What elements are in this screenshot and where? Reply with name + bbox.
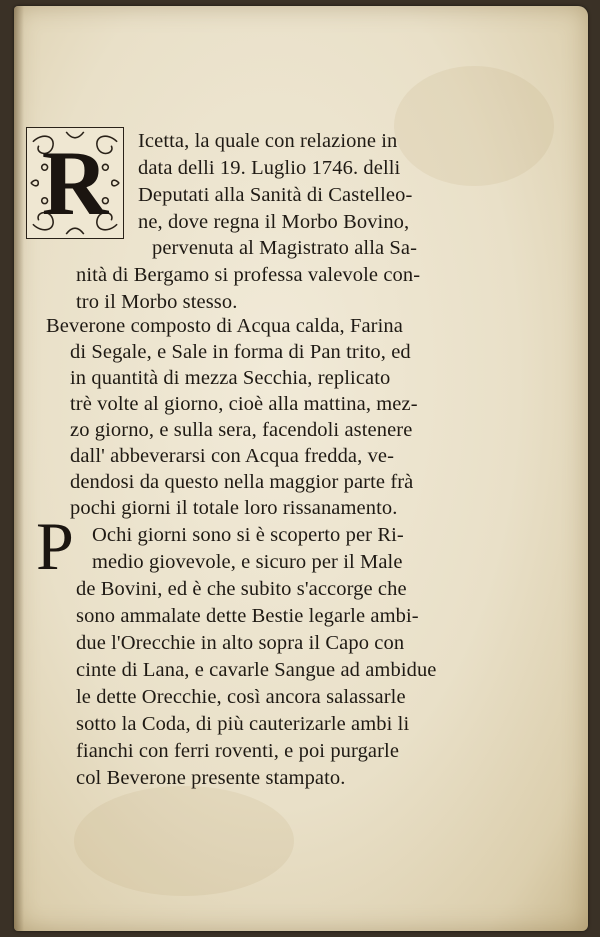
text-line: zo giorno, e sulla sera, facendoli astenere [70,419,413,441]
text-line: Beverone composto di Acqua calda, Farina [46,315,403,337]
text-line: pervenuta al Magistrato alla Sa- [152,237,418,259]
initial-letter-r: R [41,132,109,234]
text-line: data delli 19. Luglio 1746. delli [138,157,401,179]
text-line: sono ammalate dette Bestie legarle ambi- [76,605,419,627]
text-line: trè volte al giorno, cioè alla mattina, mez- [70,393,418,415]
text-line: nità di Bergamo si professa valevole con- [76,264,421,286]
text-line: fianchi con ferri roventi, e poi purgarle [76,740,400,762]
text-line: col Beverone presente stampato. [76,767,346,789]
paper-stain [74,786,294,896]
text-line: pochi giorni il totale loro rissanamento. [70,497,398,519]
text-line: cinte di Lana, e cavarle Sangue ad ambidue [76,659,437,681]
text-line: in quantità di mezza Secchia, replicato [70,367,391,389]
decorated-initial-r [26,127,124,239]
text-line: Deputati alla Sanità di Castelleo- [138,184,413,206]
text-line: tro il Morbo stesso. [76,291,238,313]
text-line: dall' abbeverarsi con Acqua fredda, ve- [70,445,395,467]
text-line: di Segale, e Sale in forma di Pan trito, ed [70,341,411,363]
text-line: le dette Orecchie, così ancora salassarle [76,686,406,708]
text-line: sotto la Coda, di più cauterizarle ambi li [76,713,410,735]
initial-letter-p: P [36,508,74,584]
text-line: de Bovini, ed è che subito s'accorge che [76,578,407,600]
text-line: medio giovevole, e sicuro per il Male [92,551,403,573]
text-line: Icetta, la quale con relazione in [138,130,398,152]
text-line: Ochi giorni sono si è scoperto per Ri- [92,524,404,546]
text-line: dendosi da questo nella maggior parte frà [70,471,414,493]
text-line: ne, dove regna il Morbo Bovino, [138,211,410,233]
binding-shadow [14,6,24,931]
paper-stain [394,66,554,186]
text-line: due l'Orecchie in alto sopra il Capo con [76,632,405,654]
